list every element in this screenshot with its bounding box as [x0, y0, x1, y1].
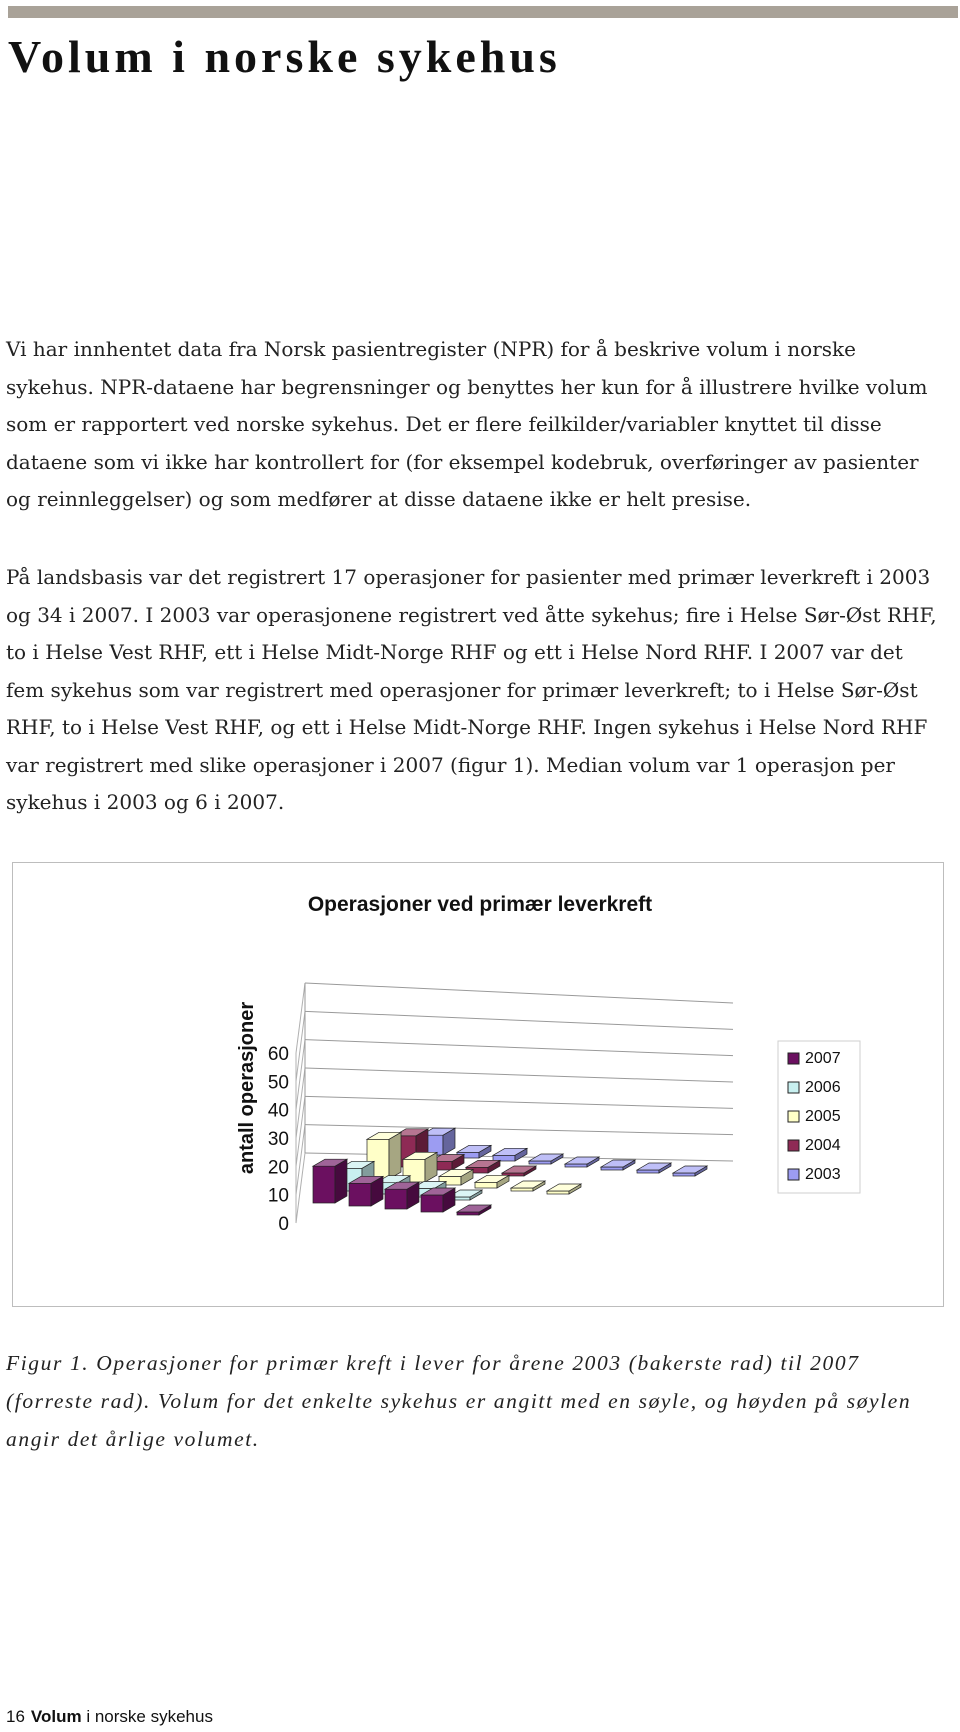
gridline	[305, 1040, 733, 1056]
bar-2007-2	[349, 1176, 383, 1206]
bar-front-face	[421, 1195, 443, 1212]
gridline	[305, 1068, 733, 1082]
legend-swatch-2004	[788, 1140, 799, 1151]
intro-paragraph: Vi har innhentet data fra Norsk pasientregister (NPR) for å beskrive volum i norske sykehus. NPR-dataene har begrensninger og benyttes her kun for å illustrere hvilke volum som er rapportert ved norske sykehus. Det er flere feilkilder/variabler knyttet til disse dataene som vi ikke har kontrollert for (for eksempel kodebruk, overføringer av pasienter og reinnleggelser) og som medfører at disse dataene ikke er helt presise.	[6, 337, 928, 511]
chart-bars	[313, 1128, 707, 1215]
bar-2007-5	[457, 1205, 491, 1215]
gridline	[305, 983, 733, 1003]
bar-front-face	[511, 1188, 533, 1191]
bar-front-face	[547, 1191, 569, 1194]
bar-2003-6	[601, 1160, 635, 1170]
bar-front-face	[529, 1161, 551, 1164]
bar-2003-4	[529, 1154, 563, 1164]
page-number: 16	[6, 1707, 25, 1726]
bar-2003-5	[565, 1157, 599, 1167]
y-tick-label: 0	[278, 1214, 289, 1235]
chart-ylabel: antall operasjoner	[236, 1001, 258, 1175]
legend-swatch-2007	[788, 1053, 799, 1064]
bar-2004-4	[502, 1166, 536, 1176]
bar-2003-8	[673, 1166, 707, 1176]
page-footer	[6, 1707, 219, 1727]
bar-front-face	[565, 1164, 587, 1167]
chart-title: Operasjoner ved primær leverkreft	[307, 893, 653, 916]
legend-label-2007: 2007	[805, 1050, 841, 1067]
bar-2003-7	[637, 1163, 671, 1173]
legend-label-2003: 2003	[805, 1166, 841, 1183]
y-tick-label: 30	[267, 1129, 289, 1150]
legend-swatch-2006	[788, 1082, 799, 1093]
bar-side-face	[389, 1132, 401, 1179]
bar-side-face	[335, 1159, 347, 1203]
y-tick-label: 20	[267, 1157, 289, 1179]
bar-front-face	[457, 1212, 479, 1215]
gridline	[305, 1011, 733, 1029]
gridline	[305, 1125, 733, 1135]
bar-2005-4	[475, 1175, 509, 1188]
bar-front-face	[313, 1166, 335, 1203]
chart-frame	[12, 862, 944, 1307]
legend-label-2004: 2004	[805, 1137, 841, 1154]
page-title: Volum i norske sykehus	[8, 31, 561, 82]
legend-label-2005: 2005	[805, 1108, 841, 1125]
chart-legend	[778, 1041, 860, 1193]
footer-rest: i norske sykehus	[86, 1707, 213, 1726]
bar-2005-5	[511, 1181, 545, 1191]
bar-front-face	[385, 1189, 407, 1209]
gridline	[305, 1096, 733, 1108]
bar-front-face	[349, 1183, 371, 1206]
y-tick-label: 60	[267, 1044, 289, 1065]
bar-2007-1	[313, 1159, 347, 1203]
top-rule	[8, 6, 958, 18]
y-tick-label: 40	[267, 1100, 289, 1122]
results-paragraph: På landsbasis var det registrert 17 operasjoner for pasienter med primær leverkreft i 2003 og 34 i 2007. I 2003 var operasjonene registrert ved åtte sykehus; fire i Helse Sør-Øst RHF, to i Helse Vest RHF, ett i Helse Midt-Norge RHF og ett i Helse Nord RHF. I 2007 var det fem sykehus som var registrert med operasjoner for primær leverkreft; to i Helse Sør-Øst RHF, to i Helse Vest RHF, og ett i Helse Midt-Norge RHF. Ingen sykehus i Helse Nord RHF var registrert med slike operasjoner i 2007 (figur 1). Median volum var 1 operasjon per sykehus i 2003 og 6 i 2007.	[6, 565, 937, 814]
y-axis-ticks	[268, 1044, 289, 1235]
legend-swatch-2005	[788, 1111, 799, 1122]
legend-label-2006: 2006	[805, 1079, 841, 1096]
bar-2003-3	[493, 1148, 527, 1161]
bar-front-face	[637, 1170, 659, 1173]
bar-front-face	[673, 1173, 695, 1176]
y-tick-label: 50	[267, 1072, 289, 1094]
bar-front-face	[475, 1182, 497, 1188]
figure-caption: Figur 1. Operasjoner for primær kreft i lever for årene 2003 (bakerste rad) til 2007 (forreste rad). Volum for det enkelte sykehus er angitt med en søyle, og høyden på søylen angir det årlige volumet.	[6, 1351, 912, 1451]
chart-3d-columns	[13, 863, 943, 1306]
legend-swatch-2003	[788, 1169, 799, 1180]
y-tick-label: 10	[267, 1185, 289, 1207]
footer-bold: Volum	[30, 1707, 82, 1726]
bar-2007-3	[385, 1182, 419, 1209]
bar-front-face	[601, 1167, 623, 1170]
bar-2005-6	[547, 1184, 581, 1194]
